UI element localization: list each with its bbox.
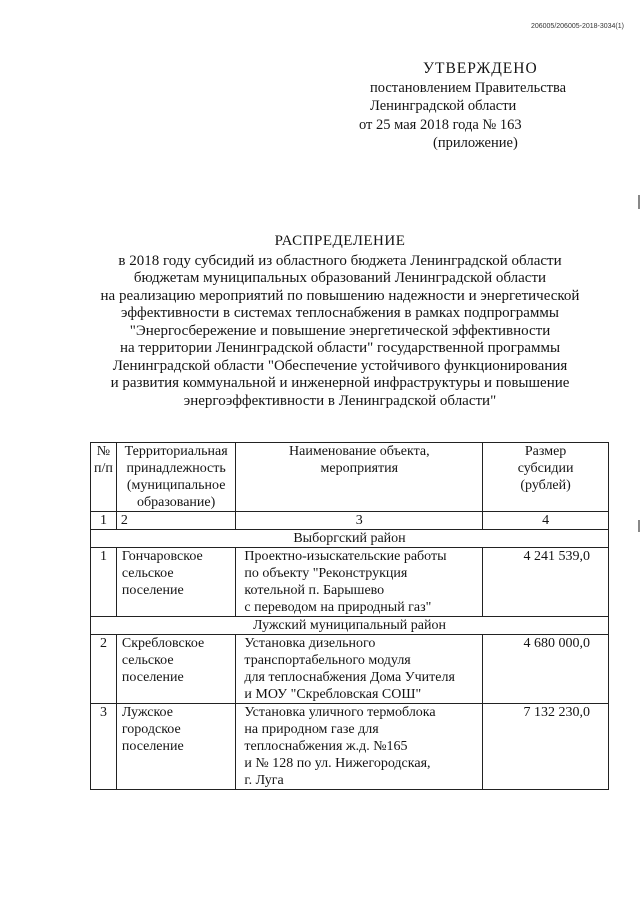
heading-title: РАСПРЕДЕЛЕНИЕ [274,233,406,249]
header-num [91,443,117,512]
territory-text: поселение [121,670,184,685]
approval-title: УТВЕРЖДЕНО [423,60,538,77]
region-name: Лужский муниципальный район [91,617,609,635]
approval-appendix-line: (приложение) [433,135,518,151]
row-amount: 4 680 000,0 [483,635,609,704]
document-id: 206005/206005-2018-3034(1) [530,23,624,30]
row-territory [116,635,236,704]
header-amount [483,443,609,512]
object-text: по объекту "Реконструкция [244,566,408,581]
object-text: и МОУ "Скребловская СОШ" [244,687,422,702]
region-name: Выборгский район [91,530,609,548]
row-number: 1 [91,548,117,617]
heading-line: бюджетам муниципальных образований Ленинградской области [133,270,547,286]
header-text: Территориальная [124,444,228,459]
document-heading [60,233,620,410]
column-number: 3 [236,512,483,530]
object-text: теплоснабжения ж.д. №165 [244,739,408,754]
object-text: Проектно-изыскательские работы [244,549,447,564]
row-territory [116,548,236,617]
heading-line: "Энергосбережение и повышение энергетической эффективности [129,322,551,339]
header-text: принадлежность [126,461,226,476]
table-row [91,548,609,617]
heading-line: в 2018 году субсидий из областного бюджета Ленинградской области [118,252,562,269]
region-row [91,617,609,635]
header-text: (рублей) [520,478,571,493]
approval-line: Ленинградской области [370,98,517,114]
territory-text: поселение [121,583,184,598]
column-number: 2 [116,512,236,530]
approval-line: постановлением Правительства [370,80,567,96]
header-text: п/п [94,461,113,476]
header-object [236,443,483,512]
row-object [236,704,483,790]
row-amount: 4 241 539,0 [483,548,609,617]
row-object [236,635,483,704]
heading-line: на территории Ленинградской области" государственной программы [119,340,561,356]
object-text: г. Луга [244,773,284,788]
object-text: с переводом на природный газ" [244,600,432,615]
header-text: субсидии [517,461,574,476]
object-text: Установка дизельного [244,636,376,651]
territory-text: сельское [121,566,174,581]
heading-line: эффективности в системах теплоснабжения в рамках подпрограммы [121,305,559,321]
object-text: транспортабельного модуля [244,653,411,668]
column-number: 1 [91,512,117,530]
header-text: Наименование объекта, [289,444,430,459]
table-header-row [91,443,609,512]
row-territory [116,704,236,790]
row-object [236,548,483,617]
heading-line: энергоэффективности в Ленинградской области" [183,392,497,409]
object-text: Установка уличного термоблока [244,705,436,720]
territory-text: Гончаровское [121,549,203,564]
header-territory [116,443,236,512]
territory-text: Лужское [121,705,173,720]
row-number: 2 [91,635,117,704]
object-text: на природном газе для [244,722,379,737]
territory-text: городское [121,722,181,737]
heading-line: Ленинградской области "Обеспечение устойчивого функционирования [112,357,568,374]
header-text: образование) [137,495,216,510]
header-text: (муниципальное [126,478,226,493]
heading-line: на реализацию мероприятий по повышению надежности и энергетической [100,287,580,304]
row-amount: 7 132 230,0 [483,704,609,790]
territory-text: Скребловское [121,636,205,651]
header-text: № [96,444,111,459]
column-number: 4 [483,512,609,530]
territory-text: поселение [121,739,184,754]
header-text: мероприятия [320,461,399,476]
subsidy-table [90,442,609,790]
table-row [91,635,609,704]
column-number-row [91,512,609,530]
table-row [91,704,609,790]
object-text: и № 128 по ул. Нижегородская, [244,756,431,771]
heading-line: и развития коммунальной и инженерной инфраструктуры и повышение [110,375,570,391]
object-text: для теплоснабжения Дома Учителя [244,670,455,685]
object-text: котельной п. Барышево [244,583,385,598]
region-row [91,530,609,548]
row-number: 3 [91,704,117,790]
approval-date-line: от 25 мая 2018 года № 163 [359,117,522,133]
territory-text: сельское [121,653,174,668]
header-text: Размер [524,444,567,459]
